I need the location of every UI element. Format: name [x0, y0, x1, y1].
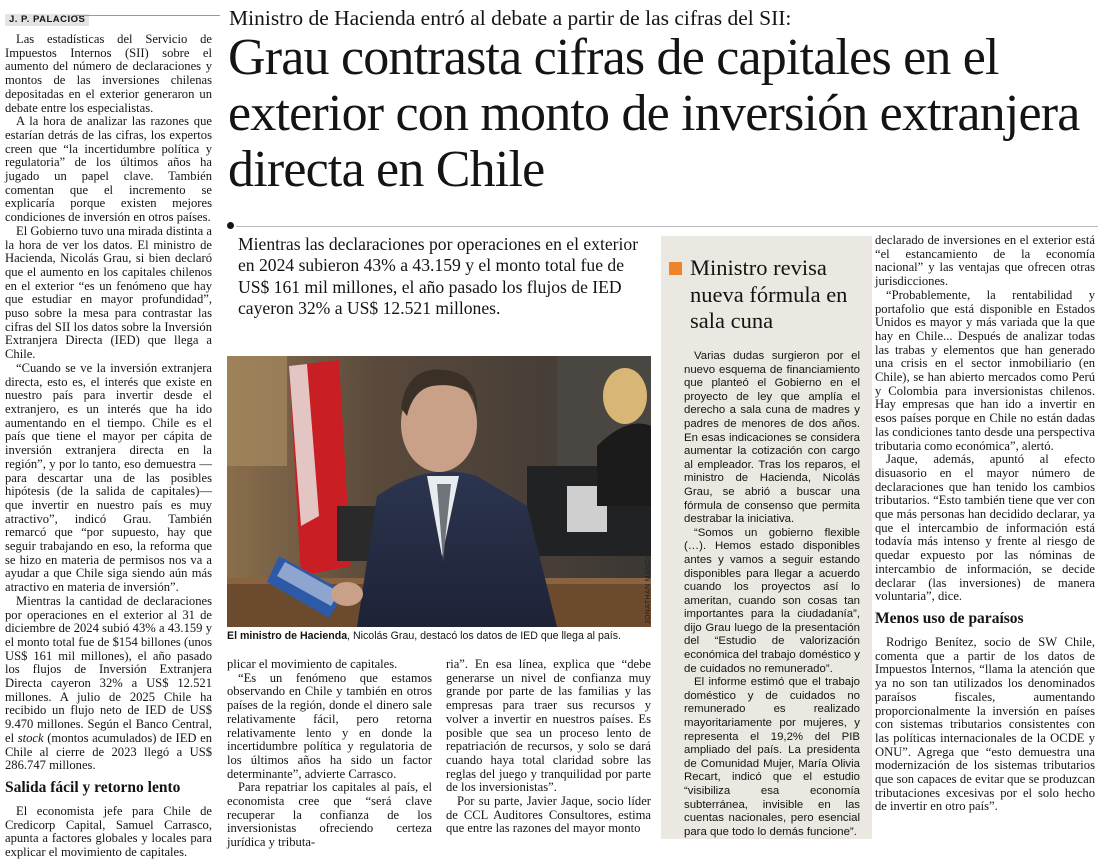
caption-lead: El ministro de Hacienda	[227, 630, 348, 642]
paragraph: El informe estimó que el trabajo doméstico y de cuidados no remunerado es realizado mayoritariamente por mujeres, y representa el 19,2% del PIB ampliado del país. La presidenta de Comunidad Mujer, María Olivia Recart, indicó que el estudio “visibiliza esa economía subterránea, invisible en las cuentas nacionales, pero esencial para que todo lo demás funcione”.	[684, 676, 860, 838]
paragraph: Las estadísticas del Servicio de Impuestos Internos (SII) sobre el aumento del número de declaraciones y montos de las inversiones chilenas depositadas en el exterior generaron un debate entre los especialistas.	[5, 32, 212, 115]
subheading: Menos uso de paraísos	[875, 609, 1024, 627]
paragraph: Para repatriar los capitales al país, el economista cree que “será clave recuperar la confianza de los inversionistas ofreciendo certeza jurídica y tributa-	[227, 780, 432, 850]
paragraph: Rodrigo Benítez, socio de SW Chile, comenta que a partir de los datos de Impuestos Internos, “llama la atención que ya no son tan utilizados los denominados paraísos fiscales, aumentando proporcionalmente la inversión en países con sistemas tributarios consistentes con las políticas internacionales de la OCDE y ONU”. Agrega que “esto demuestra una modernización de los sistemas tributarios que son capaces de evitar que se produzcan tributaciones excesivas por el solo hecho de invertir en otro país”.	[875, 634, 1095, 814]
paragraph: ria”. En esa línea, explica que “debe generarse un nivel de confianza muy grande por parte de las familias y las empresas para traer sus recursos y volver a invertir en nuestros países. Es posible que sea un proceso lento de repatriación de recursos, y solo se dará cuando haya total claridad sobre las reglas del juego y tranquilidad por parte de los inversionistas”.	[446, 657, 651, 795]
headline-rule	[236, 226, 1098, 227]
article-column-5	[875, 234, 1095, 839]
subheading: Salida fácil y retorno lento	[5, 778, 181, 796]
sidebar-text	[684, 350, 860, 839]
article-column-3	[446, 658, 651, 839]
paragraph: Mientras la cantidad de declaraciones por operaciones en el exterior al 31 de diciembre de 2024 subió 43% a 43.159 y el monto total fue de $154 billones (unos US$ 161 mil millones), el año pasado los flujos de Inversión Extranjera Directa cayeron 32% a US$ 12.521 millones. A julio de 2025 Chile ha recibido un flujo neto de IED de US$ 9.470 millones. Según el Banco Central, el stock (montos acumulados) de IED en Chile al cierre de 2023 llegó a US$ 286.747 millones.	[5, 593, 212, 773]
paragraph: A la hora de analizar las razones que estarían detrás de las cifras, los expertos creen que “la incertidumbre política y regulatoria” de los últimos años ha jugado un papel clave. También comentan que el incremento se explicaría porque existen mejores condiciones de inversión en otros países.	[5, 114, 212, 225]
paragraph: El Gobierno tuvo una mirada distinta a la hora de ver los datos. El ministro de Hacienda, Nicolás Grau, si bien declaró que el aumento en los capitales chilenos en el exterior “es un fenómeno que hay que estudiar en mayor profundidad”, puso sobre la mesa para contrastar las cifras del SII los datos sobre la Inversión Extranjera Directa (IED) que llega a Chile.	[5, 223, 212, 362]
headline: Grau contrasta cifras de capitales en el exterior con monto de inversión extranjera directa en Chile	[228, 29, 1080, 198]
sidebar-title: Ministro revisa nueva fórmula en sala cuna	[690, 255, 848, 333]
byline-rule	[75, 15, 220, 16]
deck: Mientras las declaraciones por operaciones en el exterior en 2024 subieron 43% a 43.159 y el monto total fue de US$ 161 mil millones, el año pasado los flujos de IED cayeron 32% a US$ 12.521 millones.	[238, 234, 639, 319]
paragraph: plicar el movimiento de capitales.	[227, 657, 398, 671]
paragraph: declarado de inversiones en el exterior está “el estancamiento de la economía nacional” y las ventajas que ofrecen otras jurisdicciones.	[875, 233, 1095, 289]
article-photo	[227, 356, 651, 627]
paragraph: Jaque, además, apuntó al efecto disuasorio en el mayor número de declaraciones que han tenido los cambios tributarios. “Esto también tiene que ver con que más personas han decidido declarar, ya que el intercambio de información está todavía más intenso y frente al riesgo de quedar expuesto por las nóminas de intercambio de información, se decide declarar (las inversiones) de manera voluntaria”, dice.	[875, 452, 1095, 604]
kicker: Ministro de Hacienda entró al debate a partir de las cifras del SII:	[229, 6, 792, 30]
paragraph: “Probablemente, la rentabilidad y portafolio que está disponible en Estados Unidos es mayor y más variada que la que hay en Chile... Después de analizar todas las trabas y elementos que han generado una crisis en el sector inmobiliario (en Chile), se han abierto mercados como Perú y Colombia para inversionistas chilenos. Hay empresas que han ido a invertir en esos países porque en Chile no están dadas las condiciones tanto desde una perspectiva tributaria como económica”, alertó.	[875, 287, 1095, 453]
photo-caption	[227, 630, 651, 643]
paragraph: Varias dudas surgieron por el nuevo esquema de financiamiento que planteó el Gobierno en el proyecto de ley que amplía el derecho a sala cuna de madres y padres de menores de dos años. En esas indicaciones se considera aumentar la cotización con cargo al empleador. Tras los reparos, el ministro de Hacienda, Nicolás Grau, se abrió a buscar una fórmula de consenso que permita destrabar la iniciativa.	[684, 350, 860, 526]
paragraph: “Es un fenómeno que estamos observando en Chile y también en otros países de la región, donde el dinero sale relativamente fácil, pero retorna relativamente lento y en donde la incertidumbre política y regulatoria de los últimos años ha sido un factor determinante”, advierte Carrasco.	[227, 670, 432, 781]
paragraph: El economista jefe para Chile de Credicorp Capital, Samuel Carrasco, apunta a factores globales y locales para explicar el movimiento de capitales.	[5, 803, 212, 860]
byline	[5, 9, 220, 25]
photo-illustration	[227, 356, 651, 627]
headline-rule-dot	[227, 222, 234, 229]
italic-word: stock	[17, 730, 44, 745]
article-column-2	[227, 657, 432, 850]
caption-text: , Nicolás Grau, destacó los datos de IED que llega al país.	[347, 630, 621, 642]
photo-credit: JONATHAN MANCILLA	[645, 543, 652, 624]
byline-author: J. P. PALACIOS	[5, 14, 89, 26]
paragraph: “Cuando se ve la inversión extranjera directa, esto es, el interés que existe en nuestro país para invertir desde el extranjero, es un interés que ha ido aumentando en el tiempo. Chile es el país que tiene el mayor per cápita de inversión extranjera directa en la región”, y por lo tanto, eso demuestra —para descartar una de las posibles hipótesis (de la salida de capitales)— que invertir en nuestro país es muy atractivo”, indicó Grau. También remarcó que “por supuesto, hay que seguir trabajando en eso, la reforma que se hizo en materia de permisos nos va a ayudar a que Chile siga siendo aún más atractivo en materia de inversión”.	[5, 360, 212, 595]
sidebar-accent-square	[669, 262, 682, 275]
article-column-1	[5, 32, 212, 860]
paragraph: “Somos un gobierno flexible (…). Hemos estado disponibles antes y vamos a seguir estando disponibles para llegar a acuerdo cuando los proyectos así lo ameritan, cuando son cosas tan importantes para la ciudadanía”, dijo Grau luego de la presentación del “Estudio de valorización económica del trabajo doméstico y de cuidados no remunerado”.	[684, 526, 860, 675]
paragraph: Por su parte, Javier Jaque, socio líder de CCL Auditores Consultores, estima que entre las razones del mayor monto	[446, 794, 651, 836]
